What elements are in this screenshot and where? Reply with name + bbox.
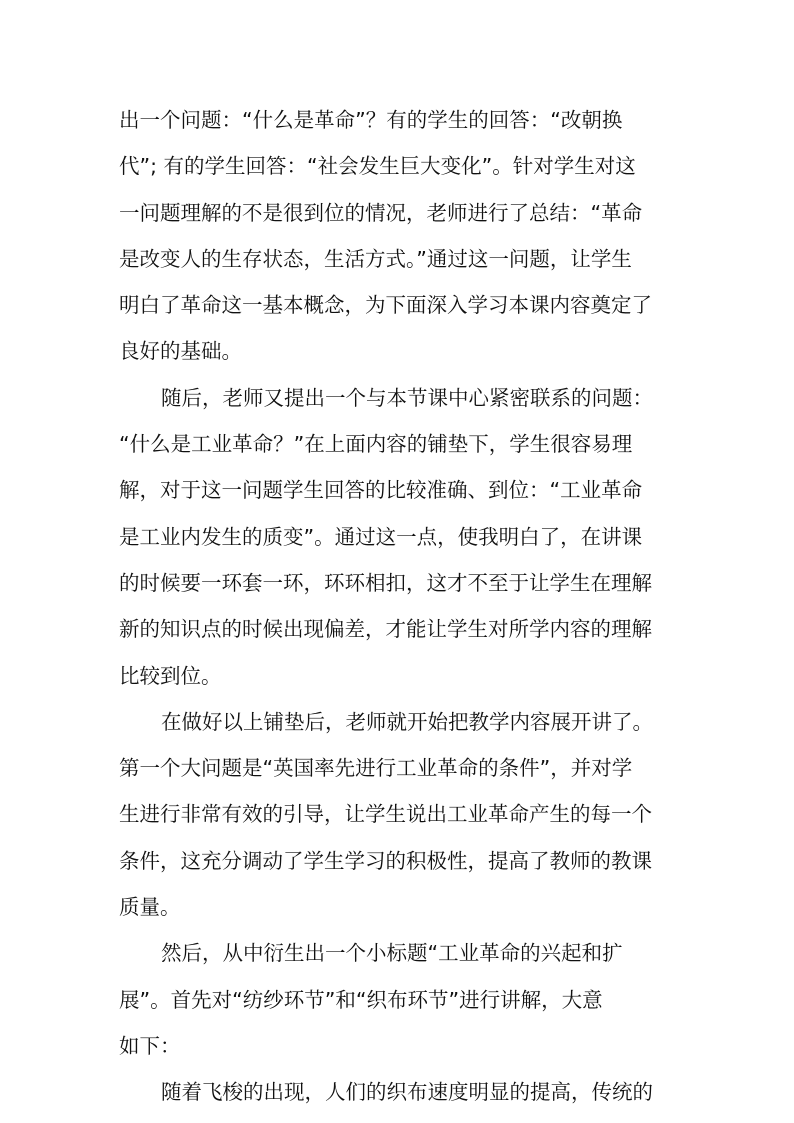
text-line: 解，对于这一问题学生回答的比较准确、到位：“工业革命 [119, 478, 643, 503]
document-body [119, 97, 679, 1116]
text-line: 第一个大问题是“英国率先进行工业革命的条件”，并对学 [119, 756, 633, 781]
text-line: 出一个问题：“什么是革命”？有的学生的回答：“改朝换 [119, 108, 623, 132]
text-line: 条件，这充分调动了学生学习的积极性，提高了教师的教课 [119, 848, 652, 873]
text-line: 如下： [119, 1033, 181, 1058]
paragraph-first-line: 然后，从中衍生出一个小标题“工业革命的兴起和扩 [161, 941, 623, 966]
text-line: 良好的基础。 [119, 339, 242, 364]
text-line: 展”。首先对“纺纱环节”和“织布环节”进行讲解，大意 [119, 987, 603, 1012]
text-line: 生进行非常有效的引导，让学生说出工业革命产生的每一个 [119, 802, 652, 827]
text-line: 是改变人的生存状态，生活方式。”通过这一问题，让学生 [119, 246, 632, 271]
text-line: 一问题理解的不是很到位的情况，老师进行了总结：“革命 [119, 200, 643, 225]
text-line: 新的知识点的时候出现偏差，才能让学生对所学内容的理解 [119, 617, 652, 642]
paragraph-first-line: 在做好以上铺垫后，老师就开始把教学内容展开讲了。 [161, 709, 653, 734]
text-line: 的时候要一环套一环，环环相扣，这才不至于让学生在理解 [119, 570, 652, 595]
paragraph-first-line: 随后，老师又提出一个与本节课中心紧密联系的问题： [161, 385, 653, 410]
text-line: 是工业内发生的质变”。通过这一点，使我明白了，在讲课 [119, 524, 643, 549]
text-line: 代”; 有的学生回答：“社会发生巨大变化”。针对学生对这 [119, 154, 636, 179]
text-line: 比较到位。 [119, 663, 222, 688]
paragraph-first-line: 随着飞梭的出现，人们的织布速度明显的提高，传统的 [161, 1080, 653, 1105]
text-line: 质量。 [119, 895, 181, 920]
text-line: 明白了革命这一基本概念，为下面深入学习本课内容奠定了 [119, 293, 652, 318]
text-line: “什么是工业革命？”在上面内容的铺垫下，学生很容易理 [119, 432, 633, 457]
